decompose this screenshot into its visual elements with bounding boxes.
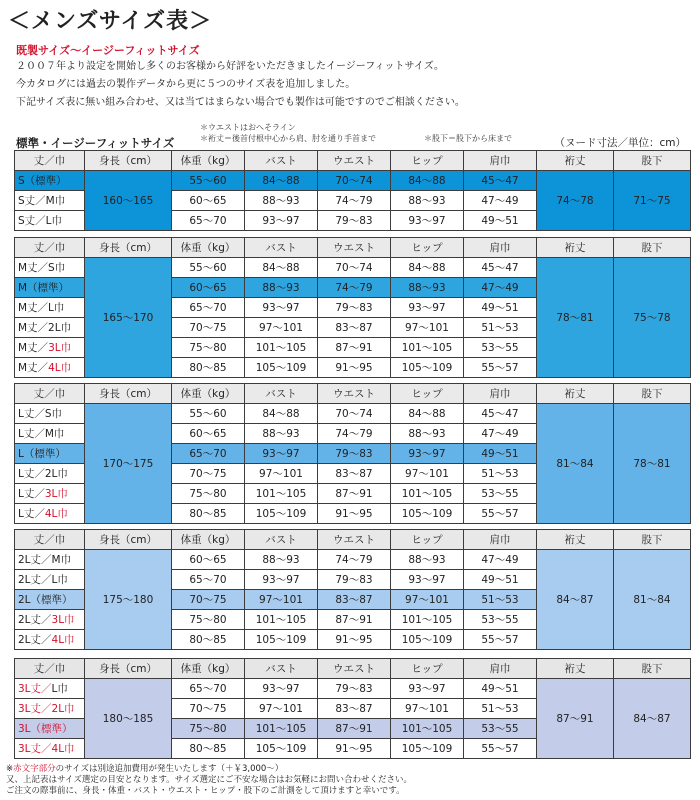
bust-cell: 88～93 bbox=[245, 191, 318, 211]
hip-cell: 88～93 bbox=[391, 424, 464, 444]
footer-red-text: 赤文字部分 bbox=[13, 764, 56, 774]
hip-cell: 93～97 bbox=[391, 679, 464, 699]
height-range: 165～170 bbox=[85, 258, 172, 378]
row-label-length: M丈／ bbox=[18, 342, 49, 354]
header-shoulder: 肩巾 bbox=[464, 659, 537, 679]
shoulder-cell: 49～51 bbox=[464, 211, 537, 231]
header-shoulder: 肩巾 bbox=[464, 238, 537, 258]
row-label-length-extra: 3L丈／ bbox=[18, 703, 52, 715]
table-header bbox=[15, 151, 691, 171]
hip-cell: 105～109 bbox=[391, 739, 464, 759]
header-inseam: 股下 bbox=[614, 151, 691, 171]
shoulder-cell: 45～47 bbox=[464, 404, 537, 424]
weight-cell: 80～85 bbox=[172, 630, 245, 650]
shoulder-cell: 53～55 bbox=[464, 338, 537, 358]
waist-cell: 91～95 bbox=[318, 739, 391, 759]
bust-cell: 105～109 bbox=[245, 358, 318, 378]
shoulder-cell: 47～49 bbox=[464, 424, 537, 444]
table-header bbox=[15, 384, 691, 404]
waist-cell: 79～83 bbox=[318, 444, 391, 464]
waist-cell: 74～79 bbox=[318, 191, 391, 211]
row-label-width-extra: 4L巾 bbox=[51, 634, 75, 646]
bust-cell: 93～97 bbox=[245, 298, 318, 318]
row-label: L丈／2L巾 bbox=[15, 464, 85, 484]
weight-cell: 60～65 bbox=[172, 191, 245, 211]
shoulder-cell: 49～51 bbox=[464, 570, 537, 590]
header-waist: ウエスト bbox=[318, 238, 391, 258]
hip-cell: 84～88 bbox=[391, 404, 464, 424]
waist-cell: 91～95 bbox=[318, 358, 391, 378]
row-label-width-extra: 3L巾 bbox=[48, 342, 72, 354]
sleeve-range: 74～78 bbox=[537, 171, 614, 231]
shoulder-cell: 53～55 bbox=[464, 484, 537, 504]
page-title: ＜メンズサイズ表＞ bbox=[8, 9, 213, 34]
height-range: 175～180 bbox=[85, 550, 172, 650]
hip-cell: 88～93 bbox=[391, 550, 464, 570]
shoulder-cell: 55～57 bbox=[464, 504, 537, 524]
hip-cell: 97～101 bbox=[391, 464, 464, 484]
header-hip: ヒップ bbox=[391, 384, 464, 404]
header-inseam: 股下 bbox=[614, 659, 691, 679]
weight-cell: 60～65 bbox=[172, 550, 245, 570]
weight-cell: 80～85 bbox=[172, 358, 245, 378]
header-sleeve: 裄丈 bbox=[537, 659, 614, 679]
sleeve-range: 81～84 bbox=[537, 404, 614, 524]
bust-cell: 88～93 bbox=[245, 278, 318, 298]
bust-cell: 101～105 bbox=[245, 610, 318, 630]
row-label bbox=[15, 358, 85, 378]
footer-line: ご注文の際事前に、身長・体重・バスト・ウエスト・ヒップ・股下のご計測をして頂けますと幸いです。 bbox=[6, 786, 405, 796]
hip-cell: 93～97 bbox=[391, 444, 464, 464]
row-label-length: 2L丈／ bbox=[18, 614, 52, 626]
header-row: 丈／巾 bbox=[15, 384, 85, 404]
header-waist: ウエスト bbox=[318, 530, 391, 550]
header-sleeve: 裄丈 bbox=[537, 384, 614, 404]
waist-cell: 79～83 bbox=[318, 298, 391, 318]
row-label: L（標準） bbox=[15, 444, 85, 464]
hip-cell: 105～109 bbox=[391, 630, 464, 650]
waist-cell: 83～87 bbox=[318, 464, 391, 484]
header-sleeve: 裄丈 bbox=[537, 530, 614, 550]
header-shoulder: 肩巾 bbox=[464, 530, 537, 550]
waist-cell: 87～91 bbox=[318, 338, 391, 358]
waist-cell: 87～91 bbox=[318, 610, 391, 630]
bust-cell: 88～93 bbox=[245, 550, 318, 570]
bust-cell: 93～97 bbox=[245, 570, 318, 590]
row-label-length: M丈／ bbox=[18, 362, 49, 374]
hip-cell: 105～109 bbox=[391, 504, 464, 524]
bust-cell: 88～93 bbox=[245, 424, 318, 444]
inseam-range: 71～75 bbox=[614, 171, 691, 231]
header-waist: ウエスト bbox=[318, 151, 391, 171]
weight-cell: 70～75 bbox=[172, 699, 245, 719]
header-bust: バスト bbox=[245, 384, 318, 404]
height-range: 160～165 bbox=[85, 171, 172, 231]
shoulder-cell: 49～51 bbox=[464, 679, 537, 699]
shoulder-cell: 51～53 bbox=[464, 318, 537, 338]
header-weight: 体重（kg） bbox=[172, 238, 245, 258]
inseam-range: 75～78 bbox=[614, 258, 691, 378]
header-inseam: 股下 bbox=[614, 384, 691, 404]
section-label: 標準・イージーフィットサイズ bbox=[16, 136, 175, 150]
inseam-range: 78～81 bbox=[614, 404, 691, 524]
header-hip: ヒップ bbox=[391, 238, 464, 258]
row-label bbox=[15, 338, 85, 358]
header-shoulder: 肩巾 bbox=[464, 151, 537, 171]
height-range: 180～185 bbox=[85, 679, 172, 759]
weight-cell: 70～75 bbox=[172, 590, 245, 610]
table-row bbox=[15, 550, 691, 570]
header-height: 身長（cm） bbox=[85, 151, 172, 171]
shoulder-cell: 49～51 bbox=[464, 298, 537, 318]
row-label: 2L（標準） bbox=[15, 590, 85, 610]
header-row: 丈／巾 bbox=[15, 238, 85, 258]
unit-label: （ヌード寸法／単位：cm） bbox=[554, 137, 686, 149]
weight-cell: 80～85 bbox=[172, 739, 245, 759]
table-header bbox=[15, 659, 691, 679]
row-label-width-extra: 4L巾 bbox=[51, 743, 75, 755]
footer-line bbox=[6, 764, 412, 775]
intro-line: 下記サイズ表に無い組み合わせ、又は当てはまらない場合でも製作は可能ですのでご相談ください。 bbox=[16, 97, 465, 108]
footer-line: 又、上記表はサイズ選定の目安となります。サイズ選定にご不安な場合はお気軽にお問い合わせください。 bbox=[6, 775, 412, 785]
hip-cell: 97～101 bbox=[391, 590, 464, 610]
header-height: 身長（cm） bbox=[85, 530, 172, 550]
waist-cell: 83～87 bbox=[318, 699, 391, 719]
shoulder-cell: 55～57 bbox=[464, 358, 537, 378]
hip-cell: 101～105 bbox=[391, 610, 464, 630]
waist-cell: 70～74 bbox=[318, 171, 391, 191]
waist-note: ＊ウエストはおへそライン bbox=[200, 123, 296, 132]
sleeve-range: 84～87 bbox=[537, 550, 614, 650]
waist-cell: 83～87 bbox=[318, 590, 391, 610]
hip-cell: 88～93 bbox=[391, 191, 464, 211]
hip-cell: 84～88 bbox=[391, 171, 464, 191]
row-label: L丈／M巾 bbox=[15, 424, 85, 444]
header-inseam: 股下 bbox=[614, 530, 691, 550]
header-row: 丈／巾 bbox=[15, 659, 85, 679]
header-weight: 体重（kg） bbox=[172, 530, 245, 550]
shoulder-cell: 53～55 bbox=[464, 719, 537, 739]
row-label bbox=[15, 610, 85, 630]
bust-cell: 93～97 bbox=[245, 211, 318, 231]
weight-cell: 65～70 bbox=[172, 570, 245, 590]
hip-cell: 101～105 bbox=[391, 338, 464, 358]
hip-cell: 88～93 bbox=[391, 278, 464, 298]
sleeve-range: 78～81 bbox=[537, 258, 614, 378]
weight-cell: 65～70 bbox=[172, 298, 245, 318]
intro-text bbox=[16, 58, 465, 112]
hip-cell: 93～97 bbox=[391, 298, 464, 318]
shoulder-cell: 53～55 bbox=[464, 610, 537, 630]
waist-cell: 79～83 bbox=[318, 570, 391, 590]
row-label bbox=[15, 504, 85, 524]
header-waist: ウエスト bbox=[318, 384, 391, 404]
waist-cell: 74～79 bbox=[318, 424, 391, 444]
bust-cell: 93～97 bbox=[245, 444, 318, 464]
header-shoulder: 肩巾 bbox=[464, 384, 537, 404]
measurement-notes bbox=[200, 122, 376, 144]
weight-cell: 65～70 bbox=[172, 679, 245, 699]
header-height: 身長（cm） bbox=[85, 659, 172, 679]
height-range: 170～175 bbox=[85, 404, 172, 524]
bust-cell: 101～105 bbox=[245, 338, 318, 358]
hip-cell: 101～105 bbox=[391, 719, 464, 739]
size-table-3l bbox=[14, 658, 691, 759]
bust-cell: 97～101 bbox=[245, 318, 318, 338]
size-table-s bbox=[14, 150, 691, 231]
row-label-width: L巾 bbox=[51, 683, 68, 695]
header-height: 身長（cm） bbox=[85, 384, 172, 404]
hip-cell: 105～109 bbox=[391, 358, 464, 378]
bust-cell: 105～109 bbox=[245, 504, 318, 524]
shoulder-cell: 51～53 bbox=[464, 464, 537, 484]
hip-cell: 97～101 bbox=[391, 318, 464, 338]
shoulder-cell: 49～51 bbox=[464, 444, 537, 464]
waist-cell: 74～79 bbox=[318, 278, 391, 298]
intro-line: 今カタログには過去の製作データから更に５つのサイズ表を追加しました。 bbox=[16, 79, 356, 90]
hip-cell: 93～97 bbox=[391, 211, 464, 231]
waist-cell: 91～95 bbox=[318, 504, 391, 524]
header-bust: バスト bbox=[245, 238, 318, 258]
bust-cell: 84～88 bbox=[245, 258, 318, 278]
row-label-width-extra: 3L巾 bbox=[44, 488, 68, 500]
weight-cell: 60～65 bbox=[172, 424, 245, 444]
inseam-range: 81～84 bbox=[614, 550, 691, 650]
shoulder-cell: 55～57 bbox=[464, 739, 537, 759]
weight-cell: 70～75 bbox=[172, 318, 245, 338]
footer-notes bbox=[6, 764, 412, 797]
weight-cell: 75～80 bbox=[172, 719, 245, 739]
weight-cell: 75～80 bbox=[172, 484, 245, 504]
row-label-width-extra: 4L巾 bbox=[48, 362, 72, 374]
header-sleeve: 裄丈 bbox=[537, 151, 614, 171]
hip-cell: 93～97 bbox=[391, 570, 464, 590]
waist-cell: 79～83 bbox=[318, 679, 391, 699]
row-label-length: 2L丈／ bbox=[18, 634, 52, 646]
size-table-l bbox=[14, 383, 691, 524]
row-label: M丈／2L巾 bbox=[15, 318, 85, 338]
bust-cell: 93～97 bbox=[245, 679, 318, 699]
row-label-width-extra: 2L巾 bbox=[51, 703, 75, 715]
row-label: S丈／L巾 bbox=[15, 211, 85, 231]
weight-cell: 65～70 bbox=[172, 211, 245, 231]
row-label: 2L丈／L巾 bbox=[15, 570, 85, 590]
header-weight: 体重（kg） bbox=[172, 151, 245, 171]
weight-cell: 75～80 bbox=[172, 610, 245, 630]
footer-prefix: ※ bbox=[6, 764, 14, 774]
row-label bbox=[15, 719, 85, 739]
row-label: L丈／S巾 bbox=[15, 404, 85, 424]
inseam-note: ＊股下＝股下から床まで bbox=[424, 134, 512, 143]
shoulder-cell: 45～47 bbox=[464, 171, 537, 191]
row-label: M丈／L巾 bbox=[15, 298, 85, 318]
row-label-length-extra: 3L丈／ bbox=[18, 743, 52, 755]
weight-cell: 55～60 bbox=[172, 171, 245, 191]
header-inseam: 股下 bbox=[614, 238, 691, 258]
table-row bbox=[15, 679, 691, 699]
weight-cell: 70～75 bbox=[172, 464, 245, 484]
intro-line: ２００７年より設定を開始し多くのお客様から好評をいただきましたイージーフィットサイズ。 bbox=[16, 61, 444, 72]
header-weight: 体重（kg） bbox=[172, 659, 245, 679]
waist-cell: 87～91 bbox=[318, 719, 391, 739]
hip-cell: 84～88 bbox=[391, 258, 464, 278]
bust-cell: 105～109 bbox=[245, 630, 318, 650]
sleeve-range: 87～91 bbox=[537, 679, 614, 759]
header-hip: ヒップ bbox=[391, 530, 464, 550]
sleeve-note: ＊裄丈＝後首付根中心から肩、肘を通り手首まで bbox=[200, 134, 376, 143]
bust-cell: 97～101 bbox=[245, 590, 318, 610]
header-bust: バスト bbox=[245, 151, 318, 171]
bust-cell: 101～105 bbox=[245, 719, 318, 739]
row-label-length-extra: 3L丈／ bbox=[18, 683, 52, 695]
shoulder-cell: 51～53 bbox=[464, 590, 537, 610]
row-label bbox=[15, 484, 85, 504]
bust-cell: 97～101 bbox=[245, 464, 318, 484]
shoulder-cell: 45～47 bbox=[464, 258, 537, 278]
hip-cell: 101～105 bbox=[391, 484, 464, 504]
bust-cell: 84～88 bbox=[245, 171, 318, 191]
header-row: 丈／巾 bbox=[15, 151, 85, 171]
size-table-2l bbox=[14, 529, 691, 650]
waist-cell: 91～95 bbox=[318, 630, 391, 650]
header-weight: 体重（kg） bbox=[172, 384, 245, 404]
size-table-m bbox=[14, 237, 691, 378]
table-header bbox=[15, 530, 691, 550]
table-row bbox=[15, 258, 691, 278]
weight-cell: 65～70 bbox=[172, 444, 245, 464]
shoulder-cell: 47～49 bbox=[464, 278, 537, 298]
shoulder-cell: 47～49 bbox=[464, 550, 537, 570]
row-label-width-extra: 3L巾 bbox=[51, 614, 75, 626]
table-header bbox=[15, 238, 691, 258]
bust-cell: 97～101 bbox=[245, 699, 318, 719]
waist-cell: 70～74 bbox=[318, 258, 391, 278]
bust-cell: 101～105 bbox=[245, 484, 318, 504]
subtitle: 既製サイズ〜イージーフィットサイズ bbox=[16, 44, 200, 57]
header-waist: ウエスト bbox=[318, 659, 391, 679]
footer-rest: のサイズは別途追加費用が発生いたします（＋￥3,000～） bbox=[55, 764, 284, 774]
row-label: M（標準） bbox=[15, 278, 85, 298]
row-label bbox=[15, 739, 85, 759]
bust-cell: 105～109 bbox=[245, 739, 318, 759]
row-label bbox=[15, 699, 85, 719]
weight-cell: 55～60 bbox=[172, 404, 245, 424]
header-height: 身長（cm） bbox=[85, 238, 172, 258]
row-label: S丈／M巾 bbox=[15, 191, 85, 211]
row-label: 2L丈／M巾 bbox=[15, 550, 85, 570]
waist-cell: 74～79 bbox=[318, 550, 391, 570]
waist-cell: 87～91 bbox=[318, 484, 391, 504]
shoulder-cell: 47～49 bbox=[464, 191, 537, 211]
weight-cell: 80～85 bbox=[172, 504, 245, 524]
waist-cell: 83～87 bbox=[318, 318, 391, 338]
row-label-length-extra: 3L（標準） bbox=[18, 723, 73, 735]
header-hip: ヒップ bbox=[391, 151, 464, 171]
hip-cell: 97～101 bbox=[391, 699, 464, 719]
row-label-length: L丈／ bbox=[18, 488, 45, 500]
row-label bbox=[15, 679, 85, 699]
table-row bbox=[15, 171, 691, 191]
header-hip: ヒップ bbox=[391, 659, 464, 679]
weight-cell: 55～60 bbox=[172, 258, 245, 278]
inseam-range: 84～87 bbox=[614, 679, 691, 759]
table-row bbox=[15, 404, 691, 424]
waist-cell: 70～74 bbox=[318, 404, 391, 424]
shoulder-cell: 51～53 bbox=[464, 699, 537, 719]
header-sleeve: 裄丈 bbox=[537, 238, 614, 258]
row-label-width-extra: 4L巾 bbox=[44, 508, 68, 520]
row-label bbox=[15, 630, 85, 650]
header-bust: バスト bbox=[245, 530, 318, 550]
row-label-length: L丈／ bbox=[18, 508, 45, 520]
row-label: S（標準） bbox=[15, 171, 85, 191]
weight-cell: 75～80 bbox=[172, 338, 245, 358]
header-bust: バスト bbox=[245, 659, 318, 679]
row-label: M丈／S巾 bbox=[15, 258, 85, 278]
weight-cell: 60～65 bbox=[172, 278, 245, 298]
waist-cell: 79～83 bbox=[318, 211, 391, 231]
shoulder-cell: 55～57 bbox=[464, 630, 537, 650]
bust-cell: 84～88 bbox=[245, 404, 318, 424]
header-row: 丈／巾 bbox=[15, 530, 85, 550]
